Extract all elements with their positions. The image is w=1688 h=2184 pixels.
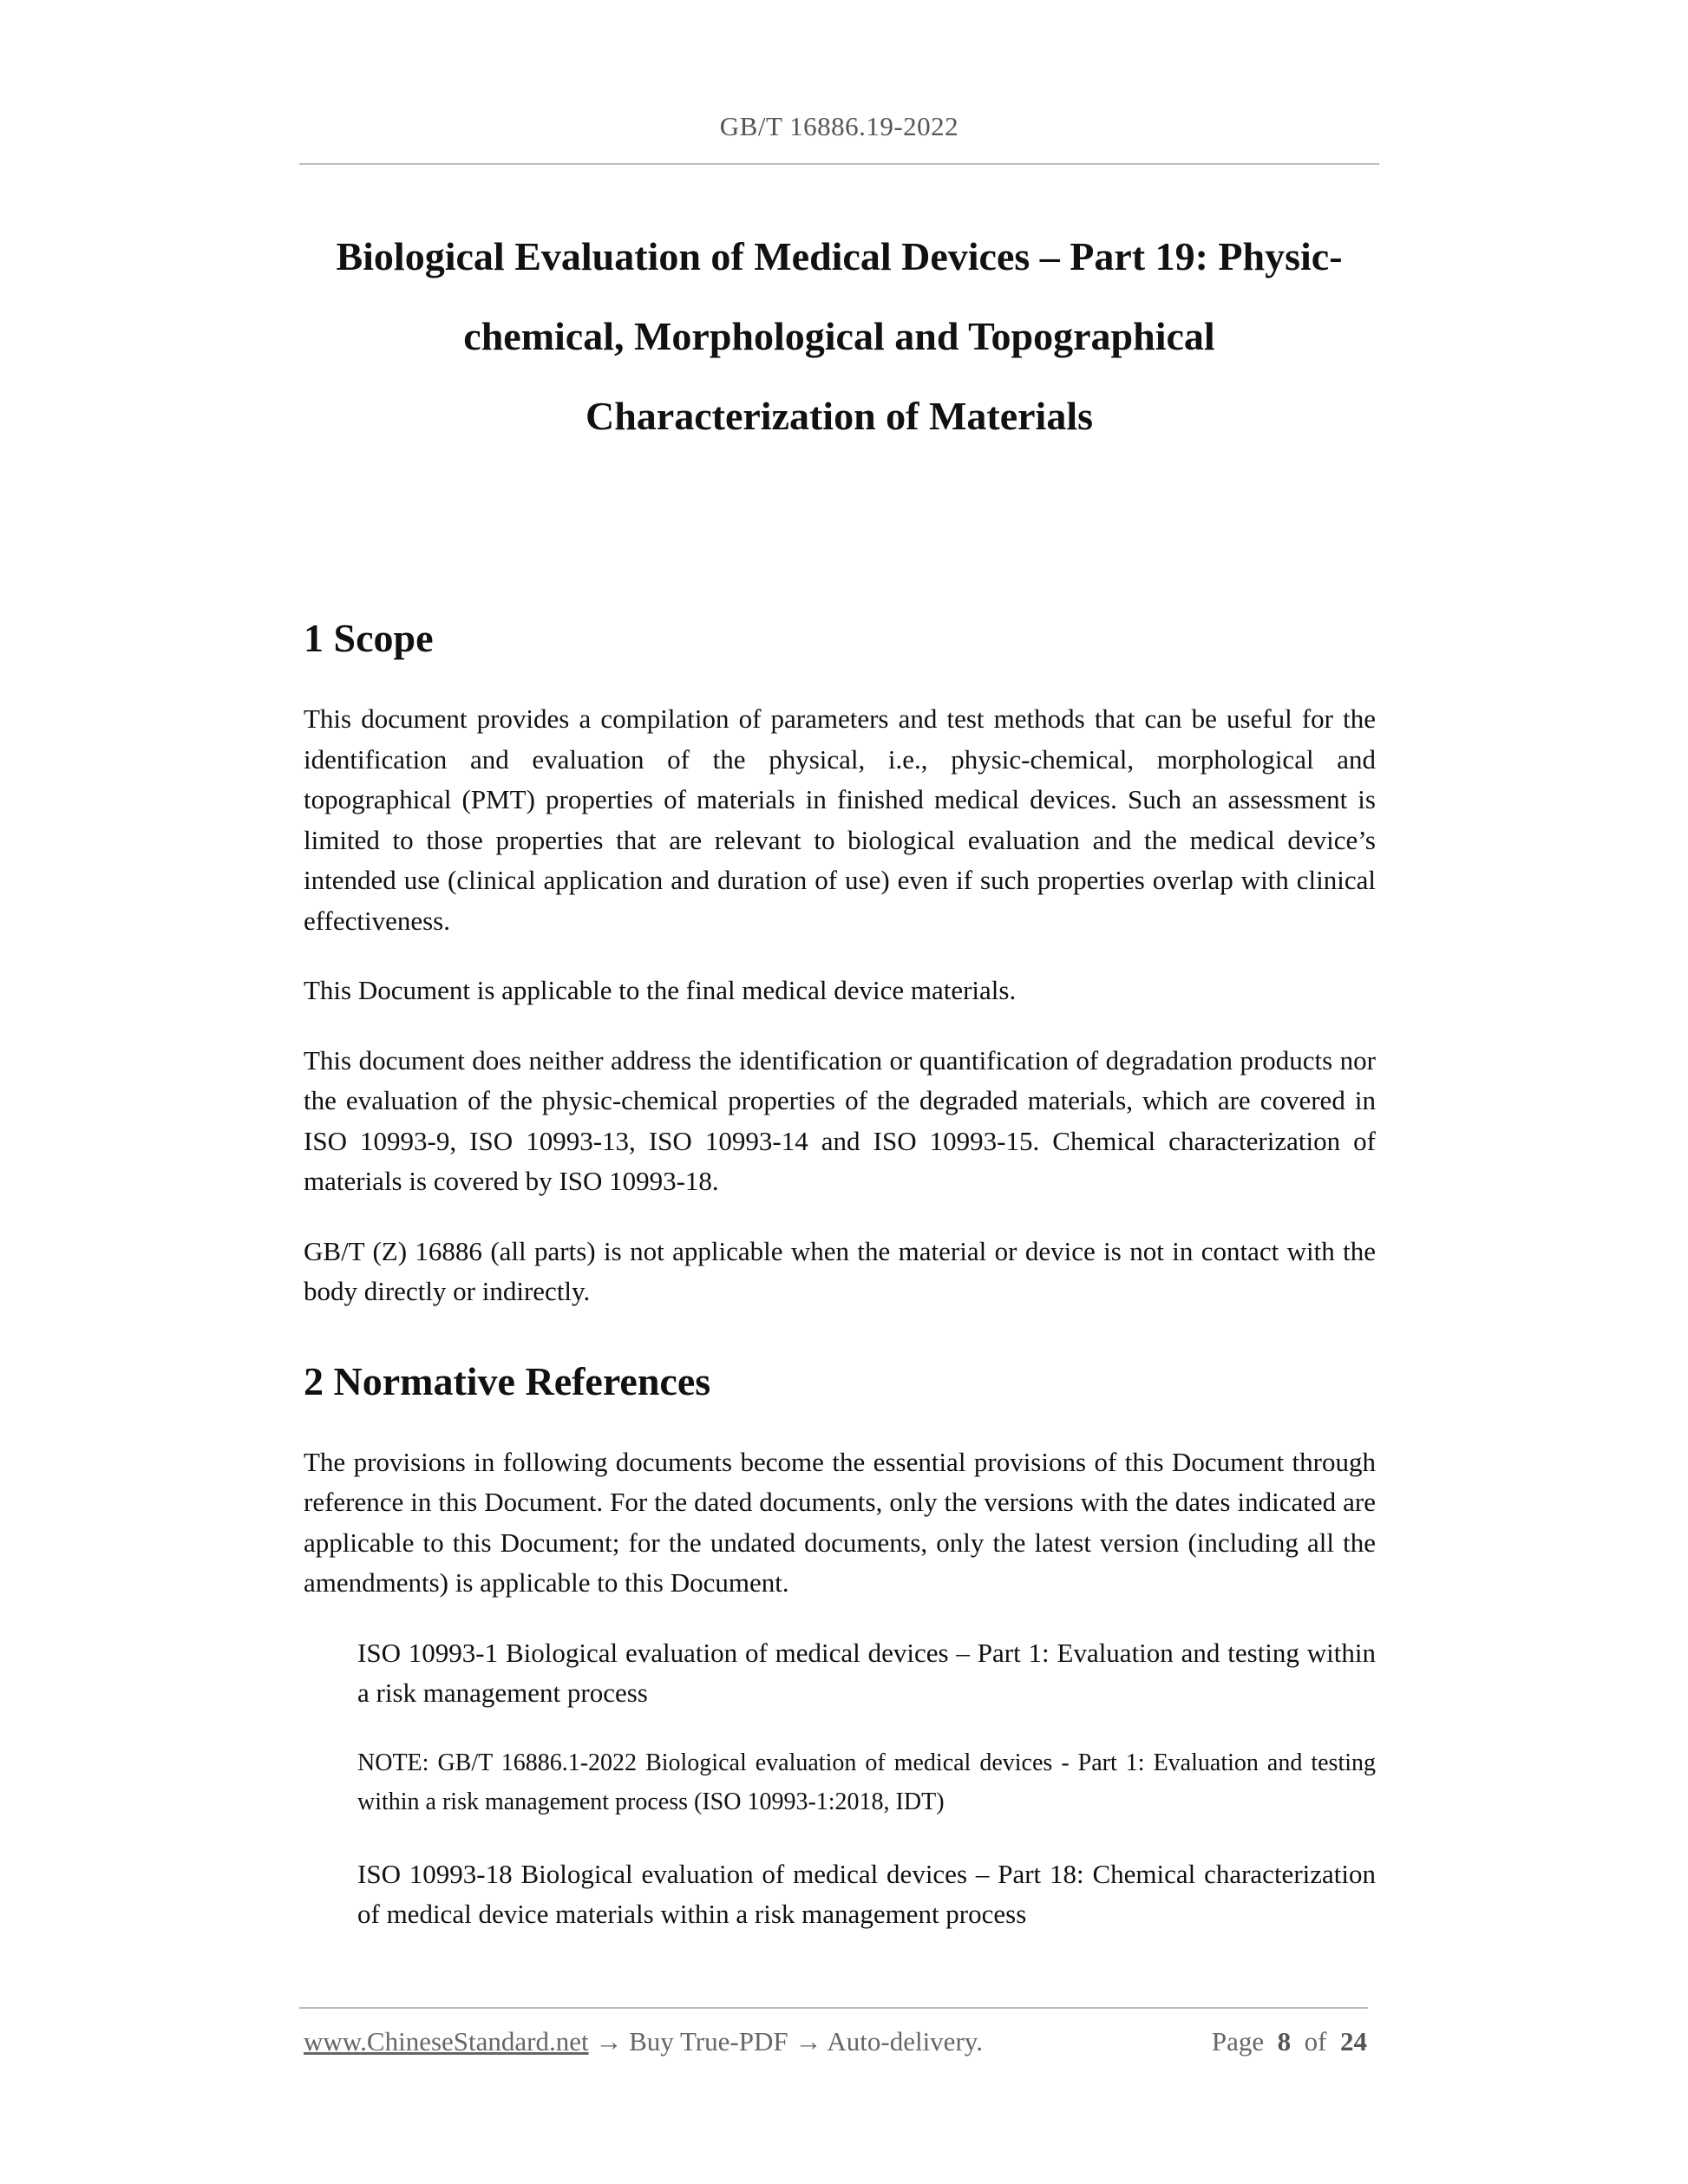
- website-link[interactable]: www.ChineseStandard.net: [304, 2026, 589, 2056]
- scope-paragraph-4: GB/T (Z) 16886 (all parts) is not applicable when the material or device is not in contact with the body directly or indirectly.: [304, 1235, 1376, 1306]
- page-label: Page: [1211, 2026, 1265, 2056]
- page-number: [1212, 2026, 1367, 2057]
- document-title: [299, 217, 1379, 456]
- page-footer: [304, 2026, 1367, 2057]
- scope-paragraph-2: This Document is applicable to the final medical device materials.: [304, 975, 1017, 1005]
- reference-iso-10993-1: ISO 10993-1 Biological evaluation of medical devices – Part 1: Evaluation and testing within a risk management process: [357, 1637, 1376, 1708]
- document-body: [304, 604, 1376, 1965]
- footer-promo-text: → Buy True-PDF → Auto-delivery.: [588, 2026, 983, 2056]
- reference-iso-10993-18: ISO 10993-18 Biological evaluation of medical devices – Part 18: Chemical characterization of medical device materials within a risk management process: [357, 1858, 1376, 1929]
- header-divider: [299, 163, 1379, 165]
- title-line-1: Biological Evaluation of Medical Devices – Part 19: Physic-: [336, 234, 1343, 278]
- normative-intro-paragraph: The provisions in following documents become the essential provisions of this Document through reference in this Document. For the dated documents, only the versions with the dates indicated are applicable to this Document; for the undated documents, only the latest version (including all the amendments) is applicable to this Document.: [304, 1446, 1376, 1598]
- scope-paragraph-3: This document does neither address the identification or quantification of degradation products nor the evaluation of the physic-chemical properties of the degraded materials, which are covered in ISO 10993-9, ISO 10993-13, ISO 10993-14 and ISO 10993-15. Chemical characterization of materials is covered by ISO 10993-18.: [304, 1044, 1376, 1196]
- title-line-2: chemical, Morphological and Topographical: [463, 314, 1215, 358]
- section-heading-scope: 1 Scope: [304, 616, 434, 660]
- page-total: 24: [1340, 2026, 1367, 2056]
- page-of: of: [1304, 2026, 1327, 2056]
- footer-divider: [299, 2007, 1368, 2009]
- page-current: 8: [1277, 2026, 1292, 2056]
- scope-paragraph-1: This document provides a compilation of parameters and test methods that can be useful for the identification and evaluation of the physical, i.e., physic-chemical, morphological and topographical (PMT) properties of materials in finished medical devices. Such an assessment is limited to those properties that are relevant to biological evaluation and the medical device’s intended use (clinical application and duration of use) even if such properties overlap with clinical effectiveness.: [304, 703, 1376, 936]
- section-heading-normative-references: 2 Normative References: [304, 1358, 711, 1403]
- footer-promo: [304, 2026, 983, 2057]
- reference-note: NOTE: GB/T 16886.1-2022 Biological evaluation of medical devices - Part 1: Evaluation and testing within a risk management process (ISO 10993-1:2018, IDT): [357, 1749, 1376, 1815]
- page-header: GB/T 16886.19-2022: [719, 111, 959, 141]
- title-line-3: Characterization of Materials: [585, 394, 1094, 438]
